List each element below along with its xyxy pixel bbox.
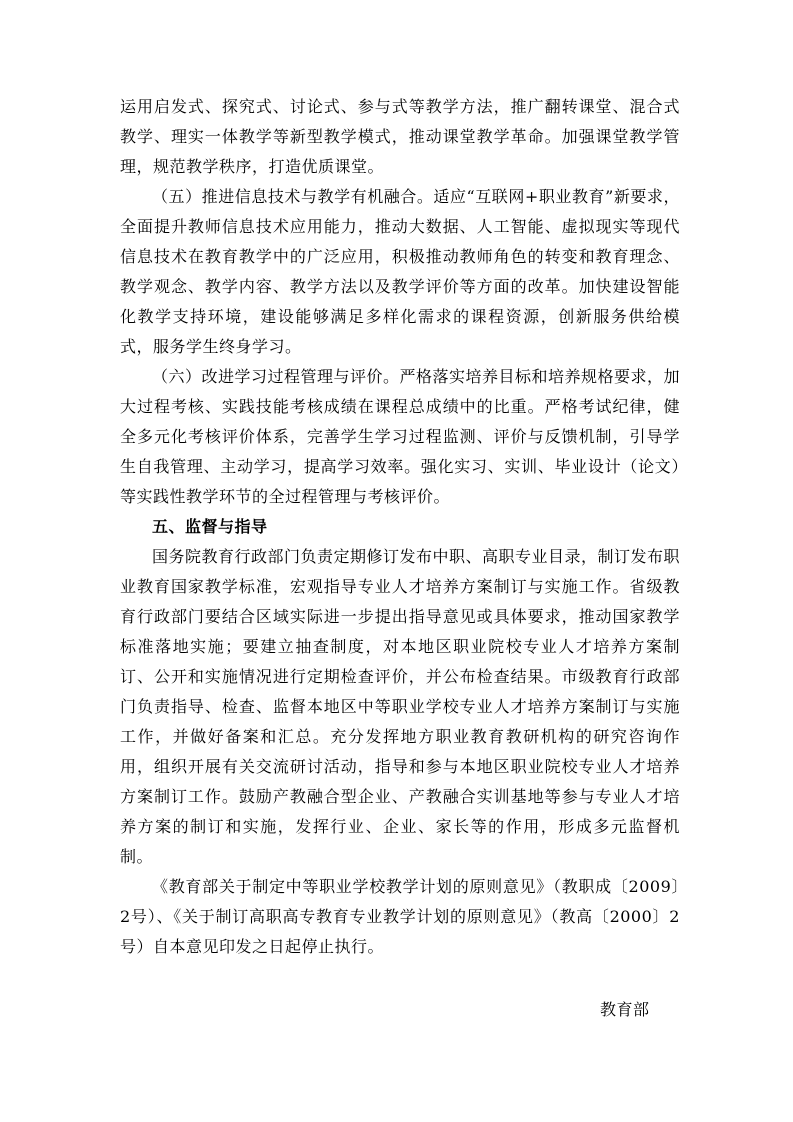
paragraph-information-technology: （五）推进信息技术与教学有机融合。适应“互联网+职业教育”新要求，全面提升教师信息技术应用能力，推动大数据、人工智能、虚拟现实等现代信息技术在教育教学中的广泛应用，积极推动教师角色的转变和教育理念、教学观念、教学内容、教学方法以及教学评价等方面的改革。加快建设智能化教学支持环境，建设能够满足多样化需求的课程资源，创新服务供给模式，服务学生终身学习。 bbox=[120, 187, 680, 356]
section-heading-supervision: 五、监督与指导 bbox=[152, 517, 268, 536]
document-body bbox=[120, 92, 680, 962]
issuer-signature: 教育部 bbox=[600, 1000, 650, 1019]
paragraph-supervision-guidance: 国务院教育行政部门负责定期修订发布中职、高职专业目录，制订发布职业教育国家教学标准，宏观指导专业人才培养方案制订与实施工作。省级教育行政部门要结合区域实际进一步提出指导意见或具体要求，推动国家教学标准落地实施；要建立抽查制度，对本地区职业院校专业人才培养方案制订、公开和实施情况进行定期检查评价，并公布检查结果。市级教育行政部门负责指导、检查、监督本地区中等职业学校专业人才培养方案制订与实施工作，并做好备案和汇总。充分发挥地方职业教育教研机构的研究咨询作用，组织开展有关交流研讨活动，指导和参与本地区职业院校专业人才培养方案制订工作。鼓励产教融合型企业、产教融合实训基地等参与专业人才培养方案的制订和实施，发挥行业、企业、家长等的作用，形成多元监督机制。 bbox=[120, 547, 681, 866]
paragraph-repeal-notice: 《教育部关于制定中等职业学校教学计划的原则意见》（教职成〔2009〕2号）、《关于制订高职高专教育专业教学计划的原则意见》（教高〔2000〕2号）自本意见印发之日起停止执行。 bbox=[120, 877, 680, 956]
paragraph-teaching-methods: 运用启发式、探究式、讨论式、参与式等教学方法，推广翻转课堂、混合式教学、理实一体教学等新型教学模式，推动课堂教学革命。加强课堂教学管理，规范教学秩序，打造优质课堂。 bbox=[120, 97, 680, 176]
paragraph-learning-evaluation: （六）改进学习过程管理与评价。严格落实培养目标和培养规格要求，加大过程考核、实践技能考核成绩在课程总成绩中的比重。严格考试纪律，健全多元化考核评价体系，完善学生学习过程监测、评价与反馈机制，引导学生自我管理、主动学习，提高学习效率。强化实习、实训、毕业设计（论文）等实践性教学环节的全过程管理与考核评价。 bbox=[120, 367, 681, 506]
